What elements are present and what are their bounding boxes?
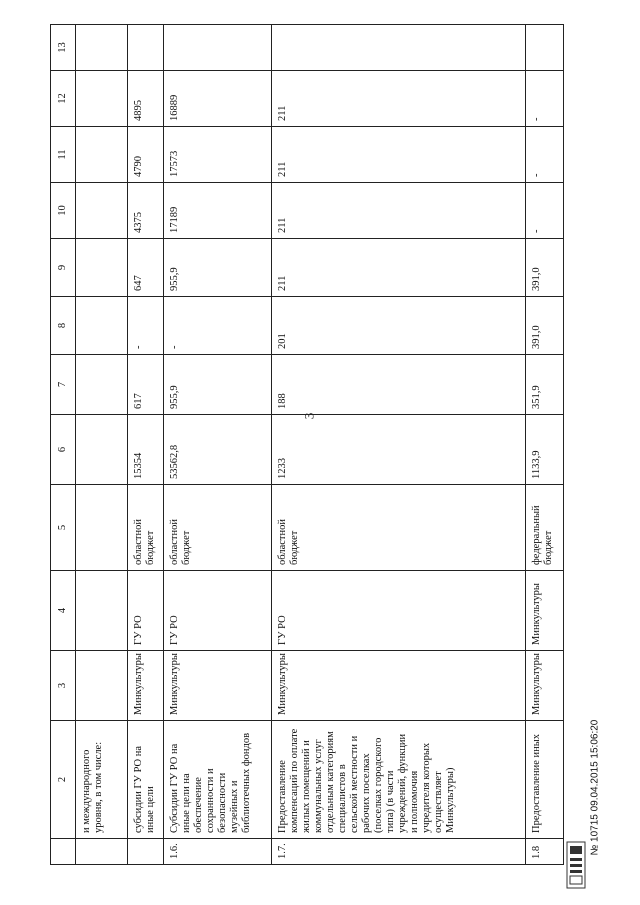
table-row — [164, 25, 272, 865]
row-source: областной бюджет — [128, 485, 164, 571]
row-value — [76, 183, 128, 239]
row-value — [76, 25, 128, 71]
row-value: 15354 — [128, 415, 164, 485]
row-number: 1.7. — [272, 839, 526, 865]
stamp-logo-icon — [565, 840, 587, 890]
row-org — [76, 651, 128, 721]
row-ustanovl: ГУ РО — [128, 571, 164, 651]
row-value: - — [526, 127, 564, 183]
header-cell: 11 — [51, 127, 76, 183]
row-number — [76, 839, 128, 865]
row-name: Субсидии ГУ РО на иные цели на обеспечение сохранности и безопасности музейных и библиотечных фондов — [164, 721, 272, 839]
registration-stamp — [565, 700, 601, 860]
rotated-table-wrapper — [50, 25, 590, 865]
header-cell: 8 — [51, 297, 76, 355]
row-value: 4895 — [128, 71, 164, 127]
header-cell: 3 — [51, 651, 76, 721]
row-name: субсидии ГУ РО на иные цели — [128, 721, 164, 839]
row-value — [272, 25, 526, 71]
header-cell: 6 — [51, 415, 76, 485]
row-value: 201 — [272, 297, 526, 355]
row-value: 17189 — [164, 183, 272, 239]
row-value: - — [128, 297, 164, 355]
row-org: Минкультуры — [128, 651, 164, 721]
row-source: областной бюджет — [272, 485, 526, 571]
row-value: - — [526, 183, 564, 239]
header-cell: 5 — [51, 485, 76, 571]
row-value: - — [164, 297, 272, 355]
budget-table — [50, 24, 564, 865]
row-value — [76, 71, 128, 127]
header-cell: 7 — [51, 355, 76, 415]
row-org: Минкультуры — [272, 651, 526, 721]
row-value: 211 — [272, 239, 526, 297]
row-value: 617 — [128, 355, 164, 415]
row-value — [76, 355, 128, 415]
row-name: Предоставление компенсаций по оплате жилых помещений и коммунальных услуг отдельным категориям специалистов в сельской местности и рабочих поселках (поселках городского типа) (в части учреждений, функции и полномочия учредителя которых осуществляет Минкультуры) — [272, 721, 526, 839]
row-source: федеральный бюджет — [526, 485, 564, 571]
row-value: 647 — [128, 239, 164, 297]
row-value: 391,0 — [526, 239, 564, 297]
row-value: 4375 — [128, 183, 164, 239]
header-cell: 9 — [51, 239, 76, 297]
row-value — [76, 415, 128, 485]
header-cell: 12 — [51, 71, 76, 127]
row-value: 955,9 — [164, 239, 272, 297]
row-value: 211 — [272, 127, 526, 183]
row-name: Предоставление иных — [526, 721, 564, 839]
row-value: 4790 — [128, 127, 164, 183]
row-value: 955,9 — [164, 355, 272, 415]
row-value: 351,9 — [526, 355, 564, 415]
row-name: и международного уровня, в том числе: — [76, 721, 128, 839]
page-number: 3 — [301, 412, 317, 420]
row-value: 211 — [272, 71, 526, 127]
row-value — [76, 239, 128, 297]
row-value — [526, 25, 564, 71]
row-source — [76, 485, 128, 571]
row-value: 211 — [272, 183, 526, 239]
row-number: 1.6. — [164, 839, 272, 865]
row-value: 1133,9 — [526, 415, 564, 485]
row-value — [76, 127, 128, 183]
table-row — [76, 25, 128, 865]
row-value: 53562,8 — [164, 415, 272, 485]
row-ustanovl: ГУ РО — [272, 571, 526, 651]
header-row — [51, 25, 76, 865]
header-cell: 13 — [51, 25, 76, 71]
row-value: - — [526, 71, 564, 127]
row-value — [164, 25, 272, 71]
row-number — [128, 839, 164, 865]
row-ustanovl — [76, 571, 128, 651]
row-org: Минкультуры — [164, 651, 272, 721]
table-row — [128, 25, 164, 865]
row-value: 391,0 — [526, 297, 564, 355]
row-value: 17573 — [164, 127, 272, 183]
row-value: 16889 — [164, 71, 272, 127]
row-ustanovl: Минкультуры — [526, 571, 564, 651]
row-number: 1.8 — [526, 839, 564, 865]
header-cell-blank — [51, 839, 76, 865]
row-source: областной бюджет — [164, 485, 272, 571]
row-org: Минкультуры — [526, 651, 564, 721]
row-value — [128, 25, 164, 71]
registration-stamp-text: № 10715 09.04.2015 15:06:20 — [589, 719, 601, 856]
row-ustanovl: ГУ РО — [164, 571, 272, 651]
row-value: 1233 — [272, 415, 526, 485]
table-row — [272, 25, 526, 865]
row-value — [76, 297, 128, 355]
header-cell: 4 — [51, 571, 76, 651]
header-cell: 10 — [51, 183, 76, 239]
table-row — [526, 25, 564, 865]
header-cell: 2 — [51, 721, 76, 839]
row-value: 188 — [272, 355, 526, 415]
